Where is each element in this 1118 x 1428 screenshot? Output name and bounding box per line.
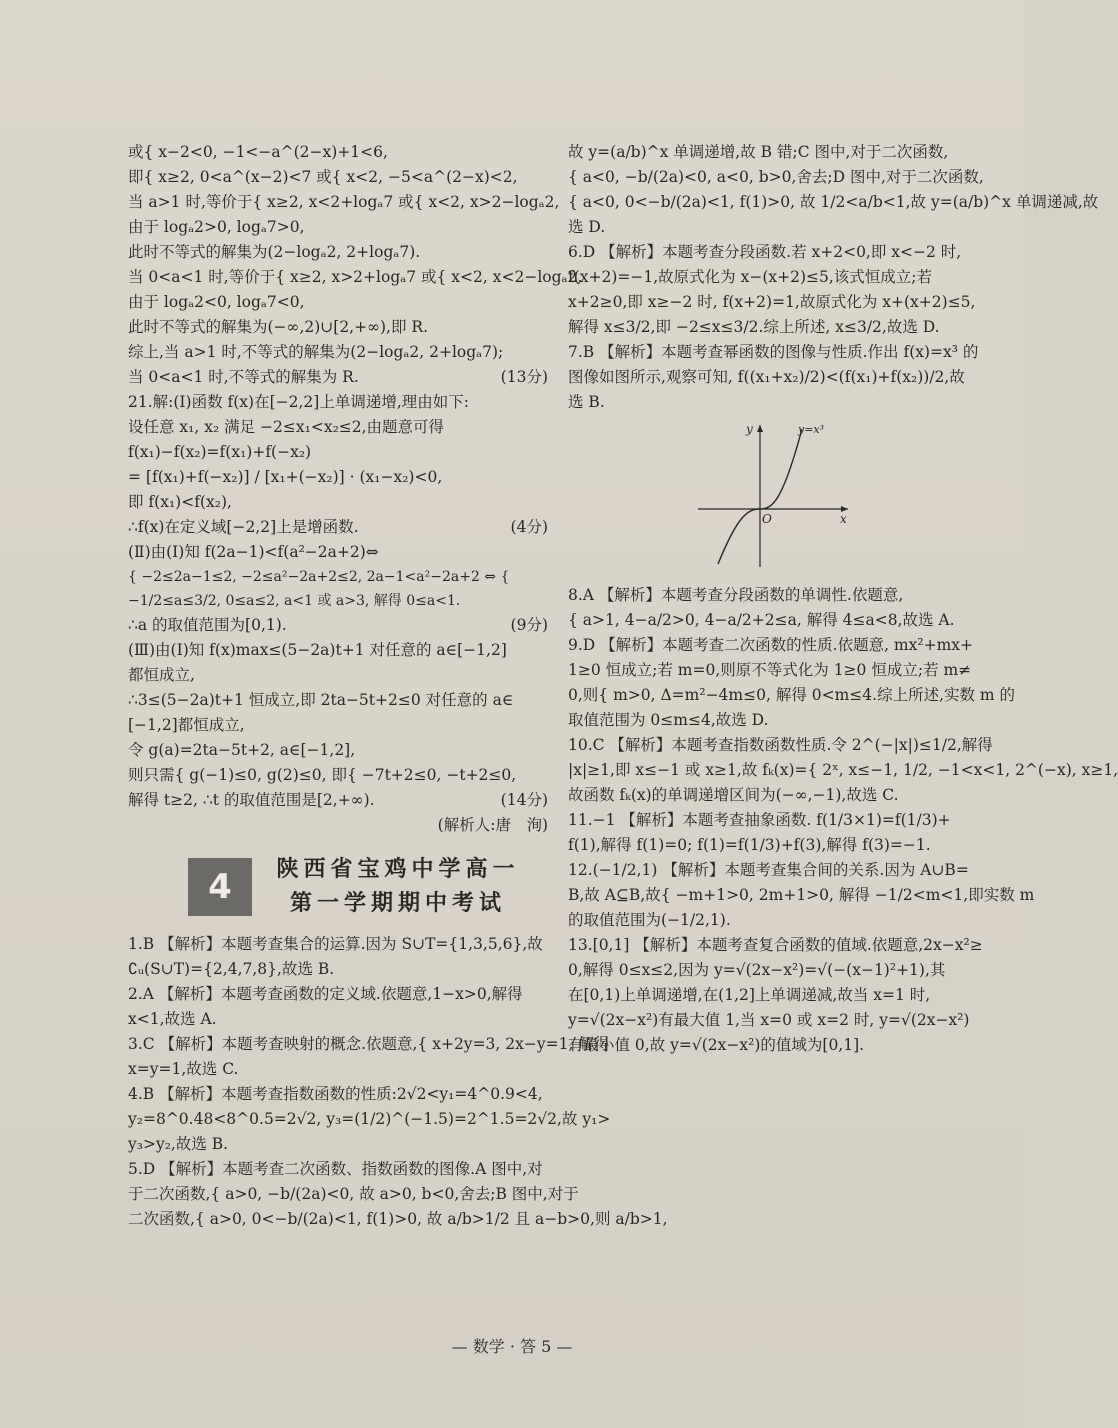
analyst-credit: (解析人:唐 洵): [437, 816, 548, 834]
text-line: 则只需{ g(−1)≤0, g(2)≤0, 即{ −7t+2≤0, −t+2≤0,: [128, 766, 517, 784]
text-line: [−1,2]都恒成立,: [128, 716, 245, 734]
text-line: = [f(x₁)+f(−x₂)] / [x₁+(−x₂)] · (x₁−x₂)<0,: [128, 468, 443, 486]
text-line: 13.[0,1] 【解析】本题考查复合函数的值域.依题意,2x−x²≥: [568, 936, 983, 954]
text-line: 当 0<a<1 时,等价于{ x≥2, x>2+logₐ7 或{ x<2, x<2−logₐ2,: [128, 268, 583, 286]
text-line: 0,则{ m>0, Δ=m²−4m≤0, 解得 0<m≤4.综上所述,实数 m 的: [568, 686, 1016, 704]
text-line: y₂=8^0.48<8^0.5=2√2, y₃=(1/2)^(−1.5)=2^1.5=2√2,故 y₁>: [128, 1110, 611, 1128]
text-line: 当 a>1 时,等价于{ x≥2, x<2+logₐ7 或{ x<2, x>2−logₐ2,: [128, 193, 560, 211]
text-line: 0,解得 0≤x≤2,因为 y=√(2x−x²)=√(−(x−1)²+1),其: [568, 961, 946, 979]
text-line: 3.C 【解析】本题考查映射的概念.依题意,{ x+2y=3, 2x−y=1, 解得: [128, 1035, 610, 1053]
text-line: y=√(2x−x²)有最大值 1,当 x=0 或 x=2 时, y=√(2x−x²): [568, 1011, 970, 1029]
line-text: 解得 t≥2, ∴t 的取值范围是[2,+∞).: [128, 791, 375, 809]
text-line: 图像如图所示,观察可知, f((x₁+x₂)/2)<(f(x₁)+f(x₂))/2,故: [568, 368, 965, 386]
text-line-scored: [128, 515, 548, 540]
score-mark: (9分): [510, 616, 548, 634]
curve-label: y=x³: [798, 423, 825, 436]
y-axis-arrow: [757, 425, 763, 432]
text-line: 7.B 【解析】本题考查幂函数的图像与性质.作出 f(x)=x³ 的: [568, 343, 979, 361]
text-line: ∴3≤(5−2a)t+1 恒成立,即 2ta−5t+2≤0 对任意的 a∈: [128, 691, 514, 709]
text-line: 8.A 【解析】本题考查分段函数的单调性.依题意,: [568, 586, 904, 604]
line-text: ∴f(x)在定义域[−2,2]上是增函数.: [128, 518, 359, 536]
text-line: f(1),解得 f(1)=0; f(1)=f(1/3)+f(3),解得 f(3)=−1.: [568, 836, 931, 854]
text-line: 1.B 【解析】本题考查集合的运算.因为 S∪T={1,3,5,6},故: [128, 935, 543, 953]
origin-label: O: [762, 512, 772, 526]
text-line: x=y=1,故选 C.: [128, 1060, 239, 1078]
text-line: 的取值范围为(−1/2,1).: [568, 911, 731, 929]
text-line: 有最小值 0,故 y=√(2x−x²)的值域为[0,1].: [568, 1036, 865, 1054]
score-mark: (14分): [500, 791, 548, 809]
text-line: 9.D 【解析】本题考查二次函数的性质.依题意, mx²+mx+: [568, 636, 973, 654]
text-line-scored: [128, 613, 548, 638]
text-line: 二次函数,{ a>0, 0<−b/(2a)<1, f(1)>0, 故 a/b>1/2 且 a−b>0,则 a/b>1,: [128, 1210, 668, 1228]
text-line: 解得 x≤3/2,即 −2≤x≤3/2.综上所述, x≤3/2,故选 D.: [568, 318, 940, 336]
text-line: 此时不等式的解集为(−∞,2)∪[2,+∞),即 R.: [128, 318, 429, 336]
text-line: { a<0, −b/(2a)<0, a<0, b>0,舍去;D 图中,对于二次函数,: [568, 168, 984, 186]
score-mark: (4分): [510, 518, 548, 536]
text-line: (Ⅲ)由(Ⅰ)知 f(x)max≤(5−2a)t+1 对任意的 a∈[−1,2]: [128, 641, 507, 659]
text-line-scored: [128, 365, 548, 390]
text-line: 或{ x−2<0, −1<−a^(2−x)+1<6,: [128, 143, 388, 161]
text-line: 10.C 【解析】本题考查指数函数性质.令 2^(−|x|)≤1/2,解得: [568, 736, 993, 754]
line-text: 当 0<a<1 时,不等式的解集为 R.: [128, 368, 359, 386]
text-line: |x|≥1,即 x≤−1 或 x≥1,故 fₖ(x)={ 2ˣ, x≤−1, 1/2, −1<x<1, 2^(−x), x≥1,: [568, 761, 1118, 779]
section-title-line-1: 陕西省宝鸡中学高一: [276, 856, 520, 882]
text-line: ∁ᵤ(S∪T)={2,4,7,8},故选 B.: [128, 960, 335, 978]
text-line-scored: [128, 788, 548, 813]
text-line: 都恒成立,: [128, 666, 195, 684]
text-line: 5.D 【解析】本题考查二次函数、指数函数的图像.A 图中,对: [128, 1160, 543, 1178]
text-line: 设任意 x₁, x₂ 满足 −2≤x₁<x₂≤2,由题意可得: [128, 418, 445, 436]
text-line: 即{ x≥2, 0<a^(x−2)<7 或{ x<2, −5<a^(2−x)<2,: [128, 168, 518, 186]
text-line: 21.解:(Ⅰ)函数 f(x)在[−2,2]上单调递增,理由如下:: [128, 393, 469, 411]
score-mark: (13分): [500, 368, 548, 386]
text-line: 2.A 【解析】本题考查函数的定义域.依题意,1−x>0,解得: [128, 985, 523, 1003]
text-line: f(x₁)−f(x₂)=f(x₁)+f(−x₂): [128, 443, 312, 461]
text-line: { −2≤2a−1≤2, −2≤a²−2a+2≤2, 2a−1<a²−2a+2 ⇔ { −1/2≤a≤3/2, 0≤a≤2, a<1 或 a>3, 解得 0≤a<1.: [128, 569, 510, 609]
x-axis-label: x: [840, 512, 847, 526]
text-line: x<1,故选 A.: [128, 1010, 217, 1028]
text-line: 选 B.: [568, 393, 605, 411]
text-line: { a>1, 4−a/2>0, 4−a/2+2≤a, 解得 4≤a<8,故选 A.: [568, 611, 955, 629]
text-line: x+2≥0,即 x≥−2 时, f(x+2)=1,故原式化为 x+(x+2)≤5,: [568, 293, 976, 311]
text-line: f(x+2)=−1,故原式化为 x−(x+2)≤5,该式恒成立;若: [568, 268, 933, 286]
text-line: 由于 logₐ2>0, logₐ7>0,: [128, 218, 305, 236]
text-line: B,故 A⊆B,故{ −m+1>0, 2m+1>0, 解得 −1/2<m<1,即实数 m: [568, 886, 1035, 904]
text-line: 故函数 fₖ(x)的单调递增区间为(−∞,−1),故选 C.: [568, 786, 899, 804]
text-line: 令 g(a)=2ta−5t+2, a∈[−1,2],: [128, 741, 356, 759]
page-footer: — 数学 · 答 5 —: [451, 1337, 573, 1356]
section-banner: [128, 852, 548, 922]
text-line: 此时不等式的解集为(2−logₐ2, 2+logₐ7).: [128, 243, 421, 261]
text-line: 6.D 【解析】本题考查分段函数.若 x+2<0,即 x<−2 时,: [568, 243, 962, 261]
text-line: 12.(−1/2,1) 【解析】本题考查集合间的关系.因为 A∪B=: [568, 861, 969, 879]
text-line: 即 f(x₁)<f(x₂),: [128, 493, 232, 511]
section-number-badge: 4: [188, 858, 252, 916]
y-axis-label: y: [746, 422, 753, 436]
text-line: 选 D.: [568, 218, 606, 236]
text-line: 4.B 【解析】本题考查指数函数的性质:2√2<y₁=4^0.9<4,: [128, 1085, 543, 1103]
text-line: y₃>y₂,故选 B.: [128, 1135, 229, 1153]
text-line: 1≥0 恒成立;若 m=0,则原不等式化为 1≥0 恒成立;若 m≠: [568, 661, 972, 679]
text-line: 由于 logₐ2<0, logₐ7<0,: [128, 293, 305, 311]
section-title: [268, 852, 528, 920]
text-line: 取值范围为 0≤m≤4,故选 D.: [568, 711, 769, 729]
text-line: 11.−1 【解析】本题考查抽象函数. f(1/3×1)=f(1/3)+: [568, 811, 951, 829]
cubic-graph: [698, 419, 858, 569]
text-line: 综上,当 a>1 时,不等式的解集为(2−logₐ2, 2+logₐ7);: [128, 343, 504, 361]
right-column: [568, 140, 1118, 1058]
text-line: 于二次函数,{ a>0, −b/(2a)<0, 故 a>0, b<0,舍去;B 图中,对于: [128, 1185, 579, 1203]
text-line: (Ⅱ)由(Ⅰ)知 f(2a−1)<f(a²−2a+2)⇔: [128, 543, 379, 561]
text-line: 故 y=(a/b)^x 单调递增,故 B 错;C 图中,对于二次函数,: [568, 143, 949, 161]
section-title-line-2: 第一学期期中考试: [289, 890, 506, 916]
line-text: ∴a 的取值范围为[0,1).: [128, 616, 287, 634]
text-line: { a<0, 0<−b/(2a)<1, f(1)>0, 故 1/2<a/b<1,故 y=(a/b)^x 单调递减,故: [568, 193, 1099, 211]
text-line: 在[0,1)上单调递增,在(1,2]上单调递减,故当 x=1 时,: [568, 986, 931, 1004]
